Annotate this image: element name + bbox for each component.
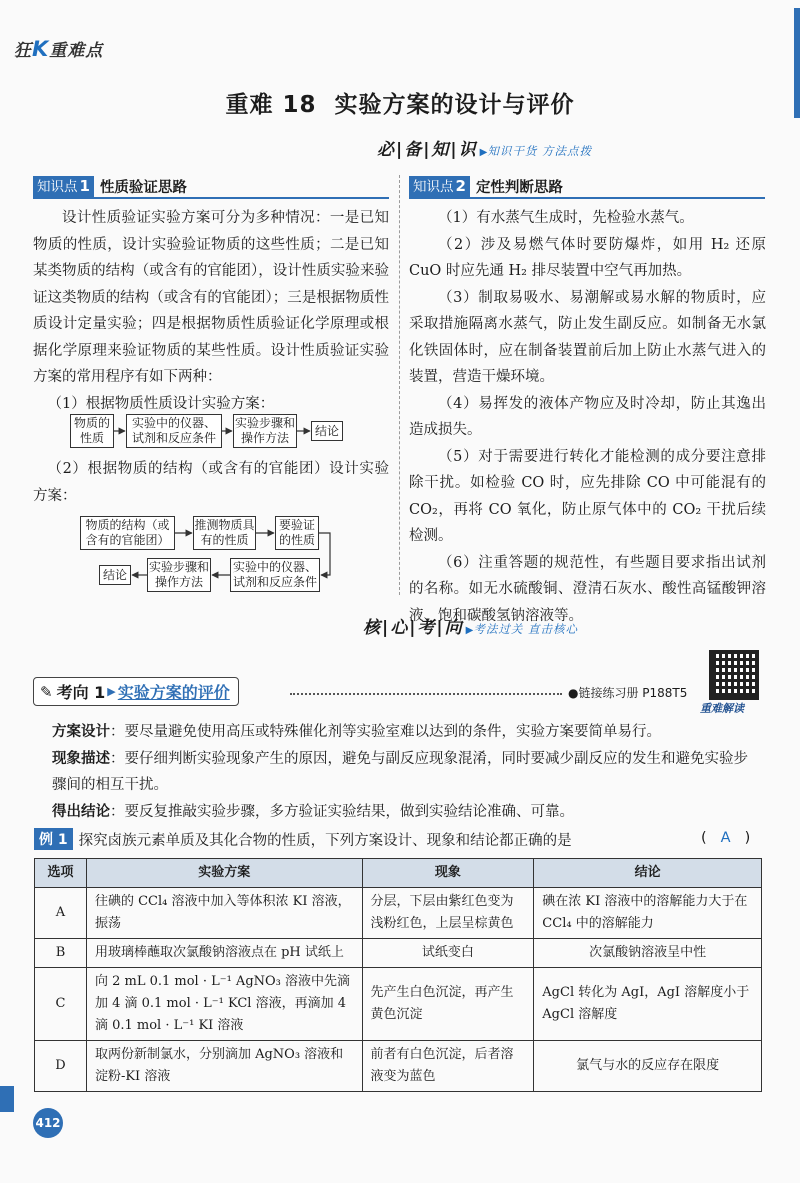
- option-cell: A: [35, 888, 87, 939]
- knowledge-point-name: 定性判断思路: [475, 180, 563, 196]
- option-cell: C: [35, 968, 87, 1041]
- paragraph: 设计性质验证实验方案可分为多种情况：一是已知物质的性质，设计实验验证物质的这些性质；二是已知某类物质的结构（或含有的官能团），设计性质实验来验证这类物质的结构（或含有的官能团）；三是根据物质性质设计定量实验；四是根据物质性质验证化学原理或根据化学原理来验证物质的某些性质。设计性质验证实验方案的常用程序有如下两种：: [33, 210, 389, 385]
- guide-design: 方案设计：要尽量避免使用高压或特殊催化剂等实验室难以达到的条件，实验方案要简单易行。: [52, 724, 661, 740]
- rule-item: （1）有水蒸气生成时，先检验水蒸气。: [438, 210, 694, 226]
- rule-item: （3）制取易吸水、易潮解或易水解的物质时，应采取措施隔离水蒸气，防止发生副反应。如制备无水氯化铁固体时，应在制备装置前后加上防止水蒸气进入的装置，营造干燥环境。: [409, 289, 766, 385]
- flow1-step-2: 实验中的仪器、试剂和反应条件: [126, 414, 222, 448]
- pen-icon: ✎: [40, 682, 53, 701]
- column-divider: [399, 175, 400, 595]
- logo-prefix: 狂: [14, 41, 32, 61]
- direction-label-box: [33, 677, 239, 706]
- rule-item: （4）易挥发的液体产物应及时冷却，防止其逸出造成损失。: [409, 395, 766, 438]
- series-logo: [14, 36, 103, 61]
- conclusion-cell: 氯气与水的反应存在限度: [534, 1041, 762, 1092]
- dotted-leader: [290, 693, 562, 695]
- rule-item: （5）对于需要进行转化才能检测的成分要注意排除干扰。如检验 CO 时，应先排除 CO 中可能混有的 CO₂，再将 CO 氧化，防止原气体中的 CO₂ 干扰后续检测。: [409, 448, 766, 544]
- flow2-step-1: 物质的结构（或含有的官能团）: [80, 516, 175, 550]
- conclusion-cell: 次氯酸钠溶液呈中性: [534, 939, 762, 968]
- divider-line: [409, 197, 765, 199]
- example-question: [34, 828, 572, 850]
- flow1-step-4: 结论: [311, 421, 343, 441]
- flow1-step-3: 实验步骤和操作方法: [233, 414, 297, 448]
- option-cell: B: [35, 939, 87, 968]
- phenomenon-cell: 先产生白色沉淀，再产生黄色沉淀: [362, 968, 534, 1041]
- logo-suffix: 重难点: [49, 41, 104, 61]
- title-number: 重难 18: [225, 92, 317, 118]
- answer-brackets: ( A ): [701, 830, 751, 846]
- method-1-label: （1）根据物质性质设计实验方案：: [47, 395, 275, 412]
- knowledge-point-2-header: [409, 176, 563, 197]
- phenomenon-cell: 分层，下层由紫红色变为浅粉红色，上层呈棕黄色: [362, 888, 534, 939]
- direction-label: 考向 1: [56, 683, 106, 702]
- table-row: [35, 888, 762, 939]
- guide-conclusion: 得出结论：要反复推敲实验步骤，多方验证实验结果，做到实验结论准确、可靠。: [52, 804, 574, 820]
- guide-phenomenon: 现象描述：要仔细判断实验现象产生的原因，避免与副反应现象混淆，同时要减少副反应的发生和避免实验步骤间的相互干扰。: [52, 751, 748, 793]
- rule-item: （2）涉及易燃气体时要防爆炸，如用 H₂ 还原 CuO 时应先通 H₂ 排尽装置中空气再加热。: [409, 236, 766, 279]
- page-edge-tab: [0, 1086, 14, 1112]
- conclusion-cell: 碘在浓 KI 溶液中的溶解能力大于在 CCl₄ 中的溶解能力: [534, 888, 762, 939]
- triangle-icon: ▶: [107, 685, 116, 698]
- table-row: [35, 968, 762, 1041]
- section-heading-knowledge: [377, 135, 592, 160]
- section-heading-main: 核|心|考|向: [363, 618, 464, 638]
- conclusion-cell: AgCl 转化为 AgI，AgI 溶解度小于 AgCl 溶解度: [534, 968, 762, 1041]
- section-heading-sub: 考法过关 直击核心: [473, 622, 578, 636]
- flow2-step-6: 结论: [99, 565, 131, 585]
- triangle-icon: ▶: [465, 625, 474, 636]
- example-text: 探究卤族元素单质及其化合物的性质，下列方案设计、现象和结论都正确的是: [78, 832, 572, 849]
- flow2-step-4: 实验中的仪器、试剂和反应条件: [230, 558, 320, 592]
- section-heading-core: [363, 613, 578, 638]
- knowledge-point-name: 性质验证思路: [99, 180, 187, 196]
- triangle-icon: ▶: [479, 147, 488, 158]
- direction-heading: [33, 677, 239, 706]
- section-heading-main: 必|备|知|识: [377, 140, 478, 160]
- page-title: [0, 86, 800, 119]
- knowledge-point-1-header: [33, 176, 187, 197]
- column-header: 选项: [35, 859, 87, 888]
- rule-item: （6）注重答题的规范性，有些题目要求指出试剂的名称。如无水硫酸铜、澄清石灰水、酸性高锰酸钾溶液、饱和碳酸氢钠溶液等。: [409, 554, 766, 624]
- workbook-link[interactable]: ●链接练习册 P188T5: [568, 686, 688, 700]
- divider-line: [33, 197, 389, 199]
- answer-value: A: [720, 830, 731, 846]
- plan-cell: 向 2 mL 0.1 mol · L⁻¹ AgNO₃ 溶液中先滴加 4 滴 0.1 mol · L⁻¹ KCl 溶液，再滴加 4 滴 0.1 mol · L⁻¹ KI 溶液: [86, 968, 362, 1041]
- method-2-label: （2）根据物质的结构（或含有的官能团）设计实验方案：: [33, 461, 389, 504]
- column-header: 结论: [534, 859, 762, 888]
- direction-title: 实验方案的评价: [117, 683, 230, 702]
- flow2-step-2: 推测物质具有的性质: [193, 516, 256, 550]
- example-label: 例 1: [34, 828, 73, 850]
- phenomenon-cell: 试纸变白: [362, 939, 534, 968]
- flow1-step-1: 物质的性质: [70, 414, 114, 448]
- qr-label: 重难解读: [700, 702, 744, 715]
- flow2-step-3: 要验证的性质: [275, 516, 319, 550]
- plan-cell: 用玻璃棒蘸取次氯酸钠溶液点在 pH 试纸上: [86, 939, 362, 968]
- knowledge-point-tag: 知识点 1: [33, 176, 94, 197]
- title-text: 实验方案的设计与评价: [334, 92, 575, 118]
- section-heading-sub: 知识干货 方法点拨: [487, 144, 592, 158]
- flow-arrow: [319, 533, 330, 575]
- plan-cell: 往碘的 CCl₄ 溶液中加入等体积浓 KI 溶液，振荡: [86, 888, 362, 939]
- column-header: 现象: [362, 859, 534, 888]
- option-cell: D: [35, 1041, 87, 1092]
- table-row: [35, 1041, 762, 1092]
- method-2: [33, 456, 389, 509]
- plan-cell: 取两份新制氯水，分别滴加 AgNO₃ 溶液和淀粉-KI 溶液: [86, 1041, 362, 1092]
- options-table: [34, 858, 762, 1092]
- phenomenon-cell: 前者有白色沉淀，后者溶液变为蓝色: [362, 1041, 534, 1092]
- table-header-row: [35, 859, 762, 888]
- knowledge-point-tag: 知识点 2: [409, 176, 470, 197]
- knowledge-point-2-body: [409, 205, 766, 629]
- logo-k: K: [32, 37, 50, 61]
- column-header: 实验方案: [86, 859, 362, 888]
- knowledge-point-1-body: [33, 205, 389, 417]
- qr-code-icon[interactable]: [709, 650, 759, 700]
- page-number: 412: [33, 1108, 63, 1138]
- flow2-step-5: 实验步骤和操作方法: [147, 558, 211, 592]
- table-row: [35, 939, 762, 968]
